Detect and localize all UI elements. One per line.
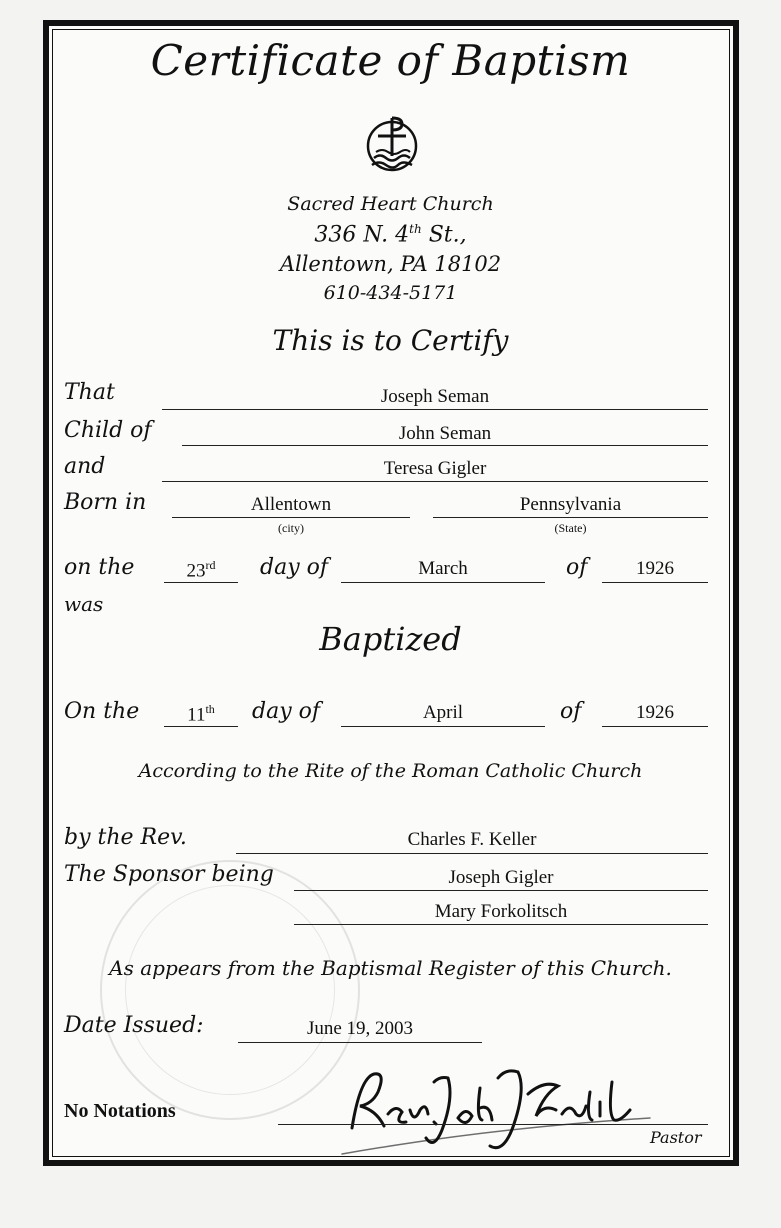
date-issued-line [238, 1042, 482, 1043]
birth-month: March [418, 558, 468, 579]
church-city: Allentown, PA 18102 [279, 252, 502, 276]
label-that: That [64, 380, 115, 405]
certify-heading: This is to Certify [272, 324, 509, 357]
birth-day-sup: rd [205, 558, 216, 572]
label-by-the-rev: by the Rev. [64, 825, 187, 850]
baptized-heading: Baptized [319, 620, 462, 658]
sponsor-1: Joseph Gigler [448, 867, 554, 888]
birth-year-line [602, 582, 708, 583]
birth-city-line [172, 517, 410, 518]
church-street-suffix: St., [421, 222, 467, 248]
baptism-day-line [164, 726, 238, 727]
sponsor-1-line [294, 890, 708, 891]
church-street [0, 222, 781, 247]
state-caption: (State) [554, 521, 587, 535]
birth-state: Pennsylvania [519, 494, 622, 515]
church-phone: 610-434-5171 [323, 282, 458, 304]
label-born-in: Born in [64, 490, 147, 515]
pastor-signature [330, 1058, 660, 1156]
child-name: Joseph Seman [380, 386, 490, 407]
label-on-the-baptism: On the [64, 699, 140, 724]
label-date-issued: Date Issued: [64, 1013, 204, 1038]
baptism-day-sup: th [205, 702, 215, 716]
church-street-number: 336 N. 4 [314, 222, 410, 248]
church-street-sup: th [409, 222, 422, 236]
pastor-label: Pastor [650, 1128, 702, 1147]
date-issued: June 19, 2003 [306, 1018, 414, 1039]
sponsor-2: Mary Forkolitsch [434, 901, 568, 922]
birth-day-number: 23 [186, 560, 206, 582]
baptism-year-line [602, 726, 708, 727]
birth-day-line [164, 582, 238, 583]
label-and: and [64, 454, 106, 479]
birth-state-line [433, 517, 708, 518]
mother-name: Teresa Gigler [383, 458, 487, 479]
label-of-baptism: of [560, 699, 582, 724]
register-statement: As appears from the Baptismal Register of this Church. [109, 956, 672, 980]
sponsor-2-line [294, 924, 708, 925]
baptism-day [164, 702, 238, 726]
baptism-month-line [341, 726, 545, 727]
label-day-of: day of [260, 555, 329, 580]
label-was: was [64, 592, 104, 616]
label-of: of [566, 555, 588, 580]
birth-city: Allentown [250, 494, 332, 515]
label-day-of-baptism: day of [252, 699, 321, 724]
reverend-name: Charles F. Keller [407, 829, 537, 850]
church-name: Sacred Heart Church [287, 193, 494, 215]
no-notations: No Notations [64, 1100, 176, 1122]
child-name-line [162, 409, 708, 410]
chi-rho-emblem-icon [366, 108, 418, 186]
certificate-title: Certificate of Baptism [150, 36, 631, 85]
baptism-day-number: 11 [187, 704, 206, 726]
label-on-the: on the [64, 555, 135, 580]
birth-year: 1926 [636, 558, 674, 579]
reverend-line [236, 853, 708, 854]
rite-statement: According to the Rite of the Roman Catholic Church [138, 760, 643, 782]
city-caption: (city) [278, 521, 304, 535]
label-child-of: Child of [64, 418, 152, 443]
birth-month-line [341, 582, 545, 583]
father-name-line [182, 445, 708, 446]
baptism-year: 1926 [636, 702, 674, 723]
label-sponsor-being: The Sponsor being [64, 862, 274, 887]
father-name: John Seman [398, 423, 492, 444]
birth-day [164, 558, 238, 582]
mother-name-line [162, 481, 708, 482]
signature-line [278, 1124, 708, 1125]
baptism-month: April [422, 702, 464, 723]
